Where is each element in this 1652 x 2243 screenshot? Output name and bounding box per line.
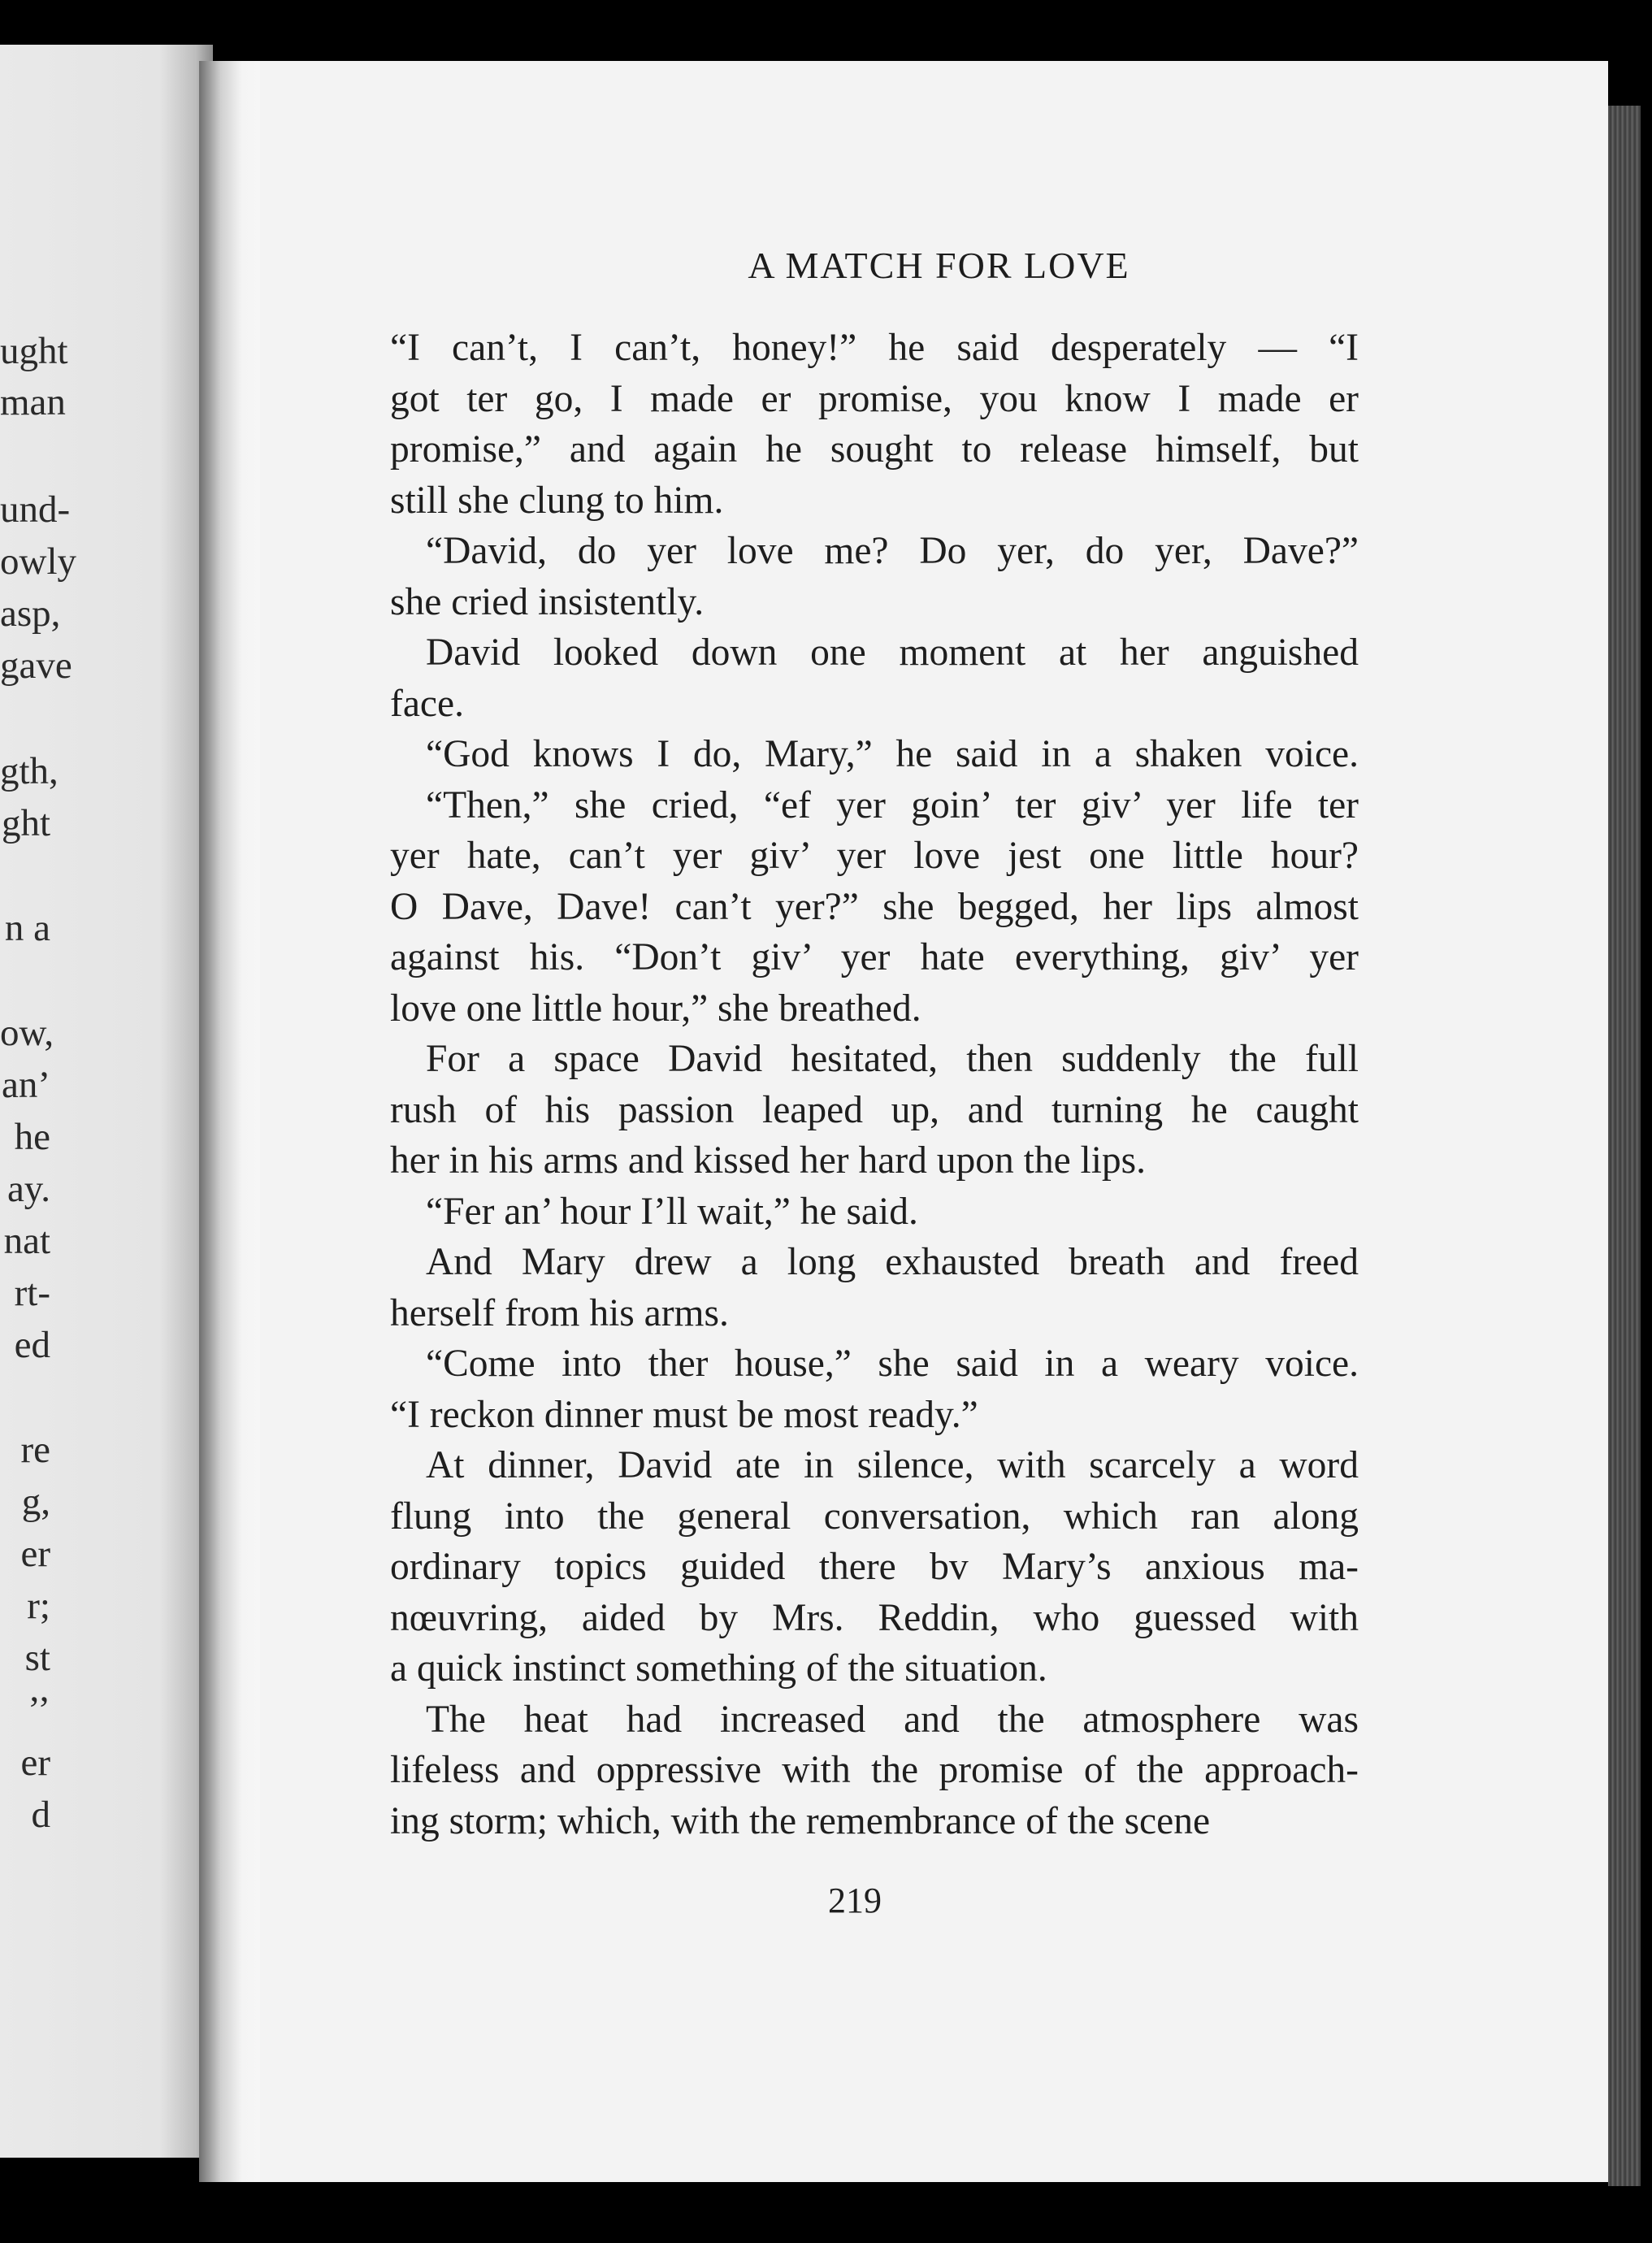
text-line: “I can’t, I can’t, honey!” he said desperately — “I xyxy=(390,327,1359,369)
left-page-fragment: ow, xyxy=(0,1012,54,1054)
text-line: herself from his arms. xyxy=(390,1291,729,1334)
text-line: David looked down one moment at her anguished xyxy=(426,631,1359,674)
left-page-fragment: n a xyxy=(4,907,50,949)
text-line: face. xyxy=(390,682,464,725)
text-line: And Mary drew a long exhausted breath and freed xyxy=(426,1241,1359,1283)
left-page-fragment: ught xyxy=(0,330,68,372)
text-line: “Come into ther house,” she said in a weary voice. xyxy=(426,1343,1359,1385)
text-line: yer hate, can’t yer giv’ yer love jest one little hour? xyxy=(390,835,1359,877)
left-page-fragment: asp, xyxy=(0,592,61,635)
left-page-fragment: st xyxy=(24,1637,50,1679)
text-line: rush of his passion leaped up, and turning he caught xyxy=(390,1088,1359,1131)
text-line: “I reckon dinner must be most ready.” xyxy=(390,1393,978,1436)
text-line: “God knows I do, Mary,” he said in a shaken voice. xyxy=(426,733,1359,775)
left-page-fragment: d xyxy=(31,1794,50,1836)
left-page-fragment: r; xyxy=(27,1585,50,1627)
text-line: O Dave, Dave! can’t yer?” she begged, her lips almost xyxy=(390,885,1359,928)
text-line: still she clung to him. xyxy=(390,479,724,522)
left-page-fragment: owly xyxy=(0,540,76,583)
book-gutter xyxy=(199,61,260,2182)
left-page-fragment: ay. xyxy=(7,1168,50,1210)
text-line: her in his arms and kissed her hard upon the lips. xyxy=(390,1139,1147,1182)
page-edges xyxy=(1608,106,1641,2186)
left-page-fragment: nat xyxy=(3,1220,50,1262)
left-page-fragment: man xyxy=(0,381,66,423)
left-page-fragment: und- xyxy=(0,488,71,531)
left-page-fragment: re xyxy=(20,1429,50,1471)
text-line: promise,” and again he sought to release himself, but xyxy=(390,428,1359,471)
text-line: ordinary topics guided there bv Mary’s anxious ma- xyxy=(390,1546,1359,1588)
left-page-fragment: ’’ xyxy=(28,1689,50,1731)
text-line: The heat had increased and the atmosphere was xyxy=(426,1698,1359,1741)
left-page xyxy=(0,45,213,2158)
left-page-fragment: ed xyxy=(14,1324,50,1366)
body-text xyxy=(390,323,1359,1846)
left-page-fragment: gave xyxy=(0,644,72,687)
page-number: 219 xyxy=(828,1881,882,1920)
left-page-fragment: ght xyxy=(1,802,50,844)
text-line: “Fer an’ hour I’ll wait,” he said. xyxy=(426,1190,918,1233)
text-line: nœuvring, aided by Mrs. Reddin, who guessed with xyxy=(390,1596,1359,1639)
text-line: lifeless and oppressive with the promise of the approach- xyxy=(390,1749,1359,1791)
text-line: against his. “Don’t giv’ yer hate everything, giv’ yer xyxy=(390,936,1359,978)
text-line: she cried insistently. xyxy=(390,580,705,623)
left-page-fragment: gth, xyxy=(0,750,59,792)
text-line: love one little hour,” she breathed. xyxy=(390,987,921,1030)
left-page-fragment: er xyxy=(20,1533,50,1575)
text-line: At dinner, David ate in silence, with scarcely a word xyxy=(426,1444,1359,1486)
left-page-fragment: g, xyxy=(21,1481,50,1523)
text-line: ing storm; which, with the remembrance of the scene xyxy=(390,1799,1211,1842)
left-page-fragment: he xyxy=(14,1116,50,1158)
text-line: got ter go, I made er promise, you know I made er xyxy=(390,377,1359,420)
text-line: “Then,” she cried, “ef yer goin’ ter giv’ yer life ter xyxy=(426,783,1359,826)
text-line: a quick instinct something of the situation. xyxy=(390,1647,1047,1690)
text-line: “David, do yer love me? Do yer, do yer, Dave?” xyxy=(426,530,1359,572)
running-head: A MATCH FOR LOVE xyxy=(748,245,1130,286)
left-page-fragment: rt- xyxy=(14,1272,50,1314)
left-page-fragment: er xyxy=(20,1742,50,1784)
left-page-fragment: an’ xyxy=(1,1064,50,1106)
text-line: flung into the general conversation, which ran along xyxy=(390,1495,1359,1538)
text-line: For a space David hesitated, then suddenly the full xyxy=(426,1038,1359,1080)
